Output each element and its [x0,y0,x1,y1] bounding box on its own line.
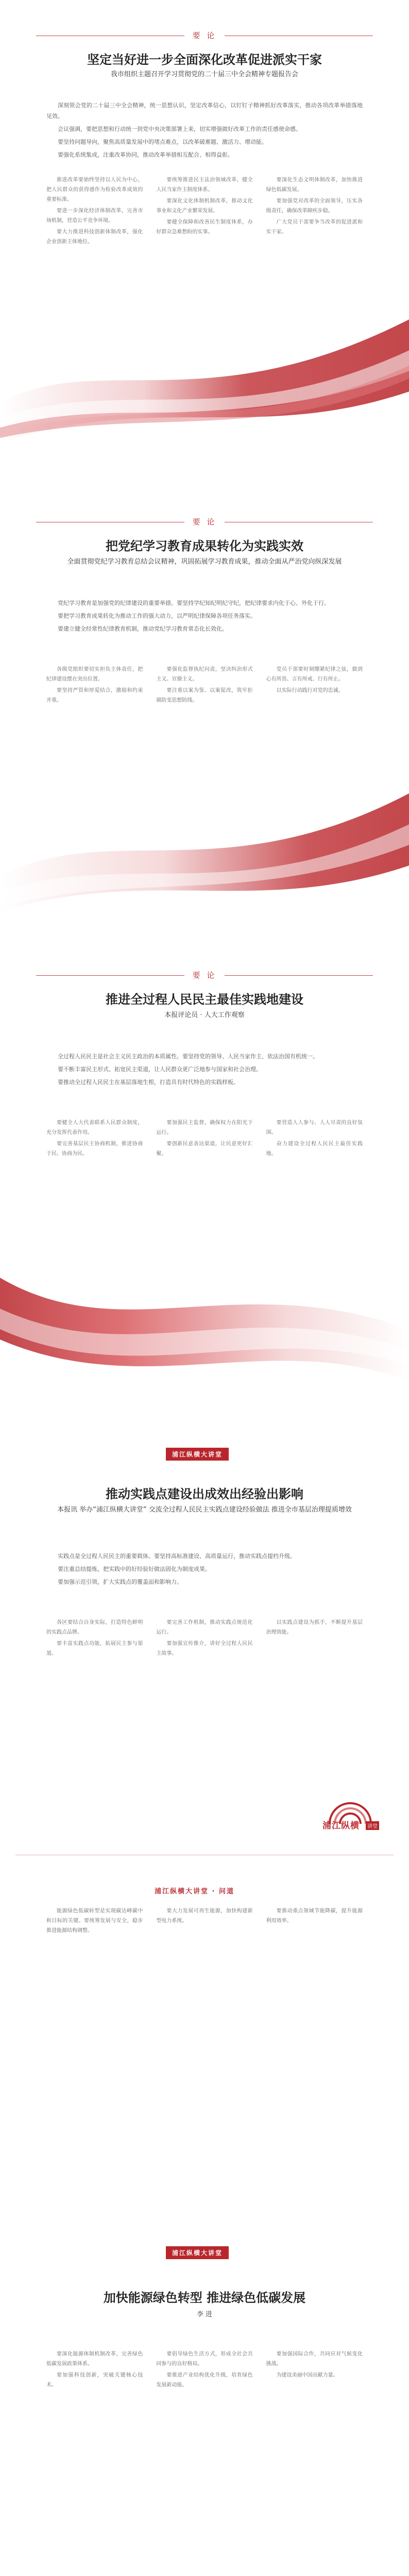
brief-columns: 能源绿色低碳转型是实现碳达峰碳中和目标的关键。要统筹发展与安全，稳步推进能源结构调整。 要大力发展可再生能源，加快构建新型电力系统。 要推动重点领域节能降碳，提升能源利用效率。 [46,1908,363,1934]
small-category-tag: 浦江纵横大讲堂 · 问道 [155,1888,234,1895]
article-subtitle-2: 全面贯彻党纪学习教育总结会议精神，巩固拓展学习教育成果，推动全面从严治党向纵深发展 [67,558,342,566]
publication-logo [319,1798,381,1834]
article-subtitle-3: 本报评论员 · 人大工作观察 [164,1011,245,1019]
logo-sub: 讲堂 [366,1821,379,1830]
section-label-text: 要 论 [184,29,225,42]
red-wave-decoration [0,289,409,464]
article-title-4: 推动实践点建设出成效出经验出影响 [106,1486,303,1501]
article-title-1: 坚定当好进一步全面深化改革促进派实干家 [87,52,322,67]
column: 要深化生态文明体制改革，加快推进绿色低碳发展。 要加强党对改革的全面领导，压实各级责任，确保改革蹄疾步稳。 广大党员干部要争当改革的促进派和实干家。 [266,177,363,235]
article-columns-4: 各区要结合自身实际，打造特色鲜明的实践点品牌。 要丰富实践点功能，拓展民主参与渠道。 要完善工作机制，推动实践点规范化运行。 要加强宣传推介，讲好全过程人民民主故事。 以实践点建设为抓手，不断提升基层治理效能。 [46,1620,363,1656]
category-tag-4: 浦江纵横大讲堂 [166,1448,229,1461]
logo-text: 浦江纵横 [322,1821,360,1831]
article-columns-3: 要健全人大代表联系人民群众制度，充分发挥代表作用。 要完善基层民主协商机制，推进协商于民、协商为民。 要加强民主监督，确保权力在阳光下运行。 要创新民意表达渠道，让民意更好汇聚。 要营造人人参与、人人尽责的良好氛围。 奋力建设全过程人民民主最佳实践地。 [46,1120,363,1157]
column: 推进改革要始终坚持以人民为中心，把人民群众的获得感作为检验改革成效的重要标准。 要进一步深化经济体制改革，完善市场机制，营造公平竞争环境。 要大力推进科技创新体制改革，强化企业创新主体地位。 [46,177,143,245]
article-subtitle-1: 我市组织主题召开学习贯彻党的二十届三中全会精神专题报告会 [110,71,298,78]
section-label-1 [0,29,409,42]
article-body-2: 党纪学习教育是加强党的纪律建设的重要举措。要坚持学纪知纪明纪守纪，把纪律要求内化于心、外化于行。 要把学习教育成果转化为推动工作的强大动力，以严明纪律保障各项任务落实。 要建立健全经常性纪律教育机制，推动党纪学习教育常态化长效化。 [58,600,330,632]
article-columns-2: 各级党组织要切实担负主体责任，把纪律建设摆在突出位置。 要坚持严管和厚爱结合，激励和约束并重。 要强化监督执纪问责，坚决纠治形式主义、官僚主义。 要注重以案为鉴、以案促改，筑牢拒腐防变思想防线。 党员干部要时刻绷紧纪律之弦，做到心有所畏、言有所戒、行有所止。 以实际行动践行对党的忠诚。 [46,667,363,703]
article-columns-5: 要深化能源体制机制改革，完善绿色低碳发展政策体系。 要加强科技创新，突破关键核心技术。 要倡导绿色生活方式，形成全社会共同参与的良好格局。 要推进产业结构优化升级，培育绿色发展新动能。 要加强国际合作，共同应对气候变化挑战。 为建设美丽中国贡献力量。 [46,2351,363,2388]
red-wave-decoration [0,1247,409,1401]
article-title-5: 加快能源绿色转型 推进绿色低碳发展 [103,2290,306,2305]
section-label-2: 要 论 [0,515,409,528]
column: 要统筹推进民主法治领域改革，健全人民当家作主制度体系。 要深化文化体制机制改革，推动文化事业和文化产业繁荣发展。 要健全保障和改善民生制度体系，办好群众急难愁盼的实事。 [156,177,253,235]
article-title-2: 把党纪学习教育成果转化为实践实效 [106,538,303,553]
article-columns-1 [46,175,363,248]
category-tag-5: 浦江纵横大讲堂 [166,2246,229,2259]
article-subtitle-4: 本报讯 举办“浦江纵横大讲堂” 交流全过程人民民主实践点建设经验做法 推进全市基层治理提质增效 [57,1506,352,1514]
article-body-4: 实践点是全过程人民民主的重要载体。要坚持高标准建设、高质量运行，推动实践点提档升级。 要注重总结提炼，把实践中的好经验好做法固化为制度成果。 要加强示范引领，扩大实践点的覆盖面和影响力。 [58,1553,296,1585]
article-author-5: 李 进 [196,2311,213,2318]
article-title-3: 推进全过程人民民主最佳实践地建设 [106,992,303,1007]
section-label-3: 要 论 [0,969,409,981]
article-body-1: 深刻领会党的二十届三中全会精神，统一思想认识，坚定改革信心，以钉钉子精神抓好改革落实，推动各项改革举措落地见效。 会议强调，要把思想和行动统一到党中央决策部署上来，切实增强做好改革工作的责任感使命感。 要坚持问题导向，聚焦高质量发展中的堵点难点，以改革破难题、激活力、增动能。 要强化系统集成，注重改革协同，推动改革举措相互配合、相得益彰。 [46,102,363,158]
article-body-3: 全过程人民民主是社会主义民主政治的本质属性。要坚持党的领导、人民当家作主、依法治国有机统一。 要不断丰富民主形式、拓宽民主渠道，让人民群众更广泛地参与国家和社会治理。 要推动全过程人民民主在基层落地生根，打造具有时代特色的实践样板。 [58,1053,318,1086]
red-wave-decoration [0,773,409,927]
